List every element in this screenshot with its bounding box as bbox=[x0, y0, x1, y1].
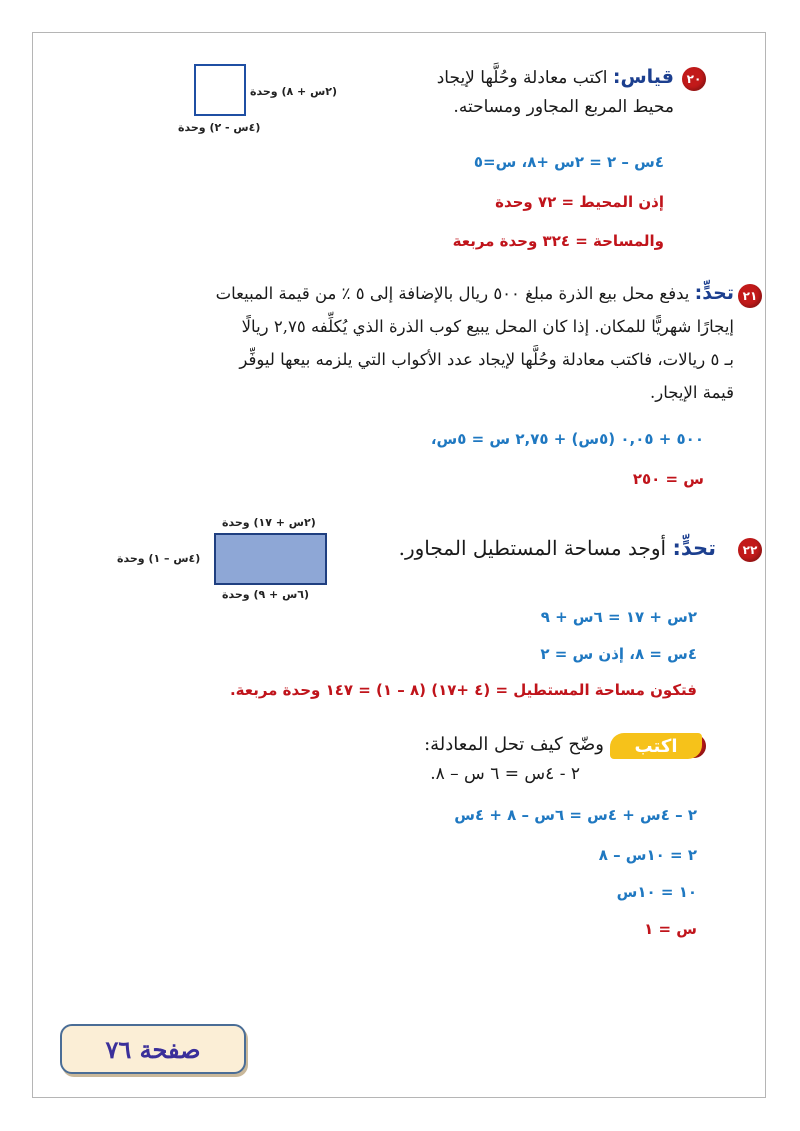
question-21-text-line1 bbox=[216, 282, 734, 304]
q20-solution-line3: والمساحة = ٣٢٤ وحدة مربعة bbox=[452, 232, 664, 250]
write-keyword-badge bbox=[610, 733, 702, 759]
question-22-keyword: تحدٍّ: bbox=[672, 536, 716, 560]
question-21-line3: بـ ٥ ريالات، فاكتب معادلة وحُلَّها لإيجاد عدد الأكواب التي يلزمه بيعها ليوفِّر bbox=[239, 350, 734, 369]
q23-solution-line2: ٢ = ١٠س – ٨ bbox=[598, 846, 697, 864]
page-number-label: صفحة ٧٦ bbox=[105, 1034, 201, 1064]
q22-solution-line3: فتكون مساحة المستطيل = (٤ +١٧) (٨ – ١) = ١٤٧ وحدة مربعة. bbox=[229, 681, 697, 699]
question-21-keyword: تحدٍّ: bbox=[694, 282, 734, 304]
q23-solution-line4: س = ١ bbox=[644, 920, 697, 938]
question-number-label: ٢٢ bbox=[742, 543, 758, 557]
question-20-text-line1 bbox=[437, 66, 674, 88]
q21-solution-line1: ٥٠٠ + ٠,٠٥ (٥س) + ٢,٧٥ س = ٥س، bbox=[430, 430, 704, 448]
square-figure bbox=[194, 64, 246, 116]
write-keyword-label: اكتب bbox=[634, 735, 678, 757]
question-22-number bbox=[738, 538, 762, 562]
question-23-text: وضّح كيف تحل المعادلة: bbox=[424, 734, 604, 755]
question-22-text bbox=[399, 536, 716, 560]
q23-solution-line3: ١٠ = ١٠س bbox=[616, 883, 697, 901]
question-number-label: ٢٠ bbox=[686, 72, 702, 86]
q20-solution-line2: إذن المحيط = ٧٢ وحدة bbox=[495, 193, 664, 211]
question-23-equation: ٢ - ٤س = ٦ س – ٨. bbox=[430, 764, 580, 784]
question-20-number bbox=[682, 67, 706, 91]
q22-solution-line2: ٤س = ٨، إذن س = ٢ bbox=[540, 645, 697, 663]
rectangle-side-label: (٤س – ١) وحدة bbox=[117, 552, 201, 565]
q20-solution-line1: ٤س – ٢ = ٢س +٨، س=٥ bbox=[473, 153, 664, 171]
square-side-label: (٢س + ٨) وحدة bbox=[250, 85, 338, 98]
question-number-label: ٢١ bbox=[742, 289, 758, 303]
q23-solution-line1: ٢ – ٤س + ٤س = ٦س – ٨ + ٤س bbox=[454, 806, 697, 824]
page-number-tab bbox=[60, 1024, 246, 1074]
question-20-keyword: قياس: bbox=[612, 66, 674, 88]
question-21-number bbox=[738, 284, 762, 308]
question-21-line2: إيجارًا شهريًّا للمكان. إذا كان المحل يبيع كوب الذرة الذي يُكلِّفه ٢,٧٥ ريالًا bbox=[241, 317, 734, 336]
rectangle-figure bbox=[214, 533, 327, 585]
question-22-line: أوجد مساحة المستطيل المجاور. bbox=[398, 536, 667, 560]
question-21-line4: قيمة الإيجار. bbox=[650, 383, 734, 402]
question-21-line1: يدفع محل بيع الذرة مبلغ ٥٠٠ ريال بالإضافة إلى ٥ ٪ من قيمة المبيعات bbox=[215, 284, 690, 303]
square-bottom-label: (٤س - ٢) وحدة bbox=[178, 121, 261, 134]
q22-solution-line1: ٢س + ١٧ = ٦س + ٩ bbox=[540, 608, 697, 626]
question-20-line2: محيط المربع المجاور ومساحته. bbox=[453, 97, 674, 117]
rectangle-top-label: (٢س + ١٧) وحدة bbox=[222, 516, 316, 529]
page-frame bbox=[32, 32, 766, 1098]
rectangle-bottom-label: (٦س + ٩) وحدة bbox=[222, 588, 310, 601]
q21-solution-line2: س = ٢٥٠ bbox=[632, 470, 704, 488]
question-20-line1: اكتب معادلة وحُلَّها لإيجاد bbox=[436, 68, 608, 88]
